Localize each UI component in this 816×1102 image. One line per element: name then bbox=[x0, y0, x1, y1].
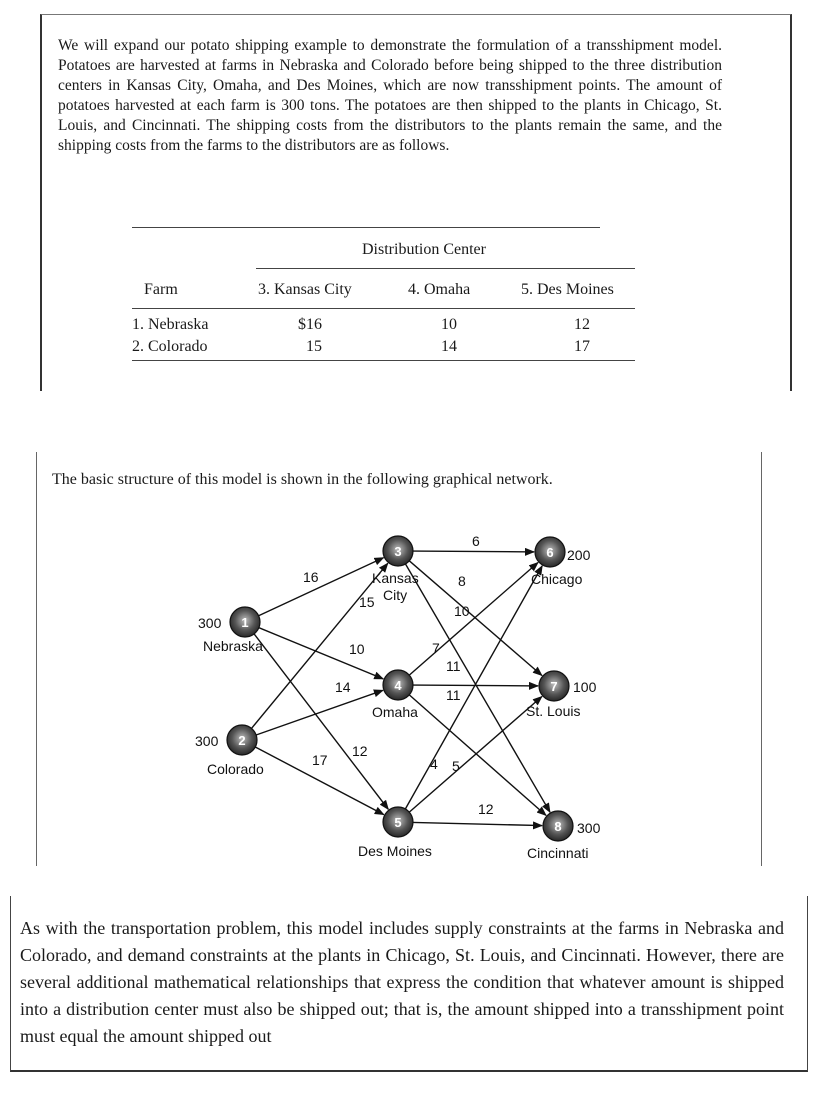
node-st-louis-amount: 100 bbox=[573, 679, 597, 695]
edge-colorado-to-des-moines-cost-label: 17 bbox=[312, 752, 328, 768]
edge-nebraska-to-des-moines-cost-label: 12 bbox=[352, 743, 368, 759]
node-colorado-number: 2 bbox=[238, 733, 246, 748]
table-cell-colorado-kansas-city: 15 bbox=[306, 338, 322, 355]
node-st-louis-label: St. Louis bbox=[526, 703, 581, 719]
edge-colorado-to-omaha-cost-label: 14 bbox=[335, 679, 351, 695]
edge-nebraska-to-kansas-city-cost-label: 16 bbox=[303, 569, 319, 585]
table-cell-nebraska-kansas-city: $16 bbox=[298, 316, 322, 333]
edge-omaha-to-st-louis-cost-label: 11 bbox=[446, 658, 461, 674]
edge-kansas-city-to-cincinnati bbox=[406, 564, 551, 812]
node-cincinnati-label: Cincinnati bbox=[527, 845, 589, 861]
edge-omaha-to-chicago-cost-label: 7 bbox=[432, 640, 440, 656]
edge-kansas-city-to-cincinnati-cost-label: 10 bbox=[454, 603, 470, 619]
intro-paragraph: We will expand our potato shipping example to demonstrate the formulation of a transshipment model. Potatoes are harvested at farms in Nebraska and Colorado before being shipped to the three distribution centers in Kansas City, Omaha, and Des Moines, which are now transshipment points. The amount of potatoes harvested at each farm is 300 tons. The potatoes are then shipped to the plants in Chicago, St. Louis, and Cincinnati. The shipping costs from the distributors to the plants remain the same, and the shipping costs from the farms to the distributors are as follows. bbox=[58, 37, 722, 154]
node-st-louis-number: 7 bbox=[550, 679, 558, 694]
table-cell-colorado-des-moines: 17 bbox=[574, 338, 590, 355]
node-nebraska-amount: 300 bbox=[198, 615, 222, 631]
node-chicago-amount: 200 bbox=[567, 547, 591, 563]
node-omaha-number: 4 bbox=[394, 678, 402, 693]
node-nebraska-number: 1 bbox=[241, 615, 249, 630]
node-kansas-city-label-line2: City bbox=[383, 587, 408, 603]
node-des-moines-number: 5 bbox=[394, 815, 402, 830]
edge-omaha-to-chicago bbox=[409, 563, 538, 676]
edge-kansas-city-to-chicago-cost-label: 6 bbox=[472, 533, 480, 549]
table-row-farm-colorado: 2. Colorado bbox=[132, 338, 208, 355]
table-col-header-omaha: 4. Omaha bbox=[408, 281, 471, 298]
node-chicago-label: Chicago bbox=[531, 571, 583, 587]
table-row-header: Farm bbox=[144, 281, 178, 298]
table-col-header-kansas-city: 3. Kansas City bbox=[258, 281, 352, 298]
table-col-header-des-moines: 5. Des Moines bbox=[521, 281, 614, 298]
node-nebraska-label: Nebraska bbox=[203, 638, 263, 654]
edge-des-moines-to-chicago bbox=[405, 566, 542, 809]
edge-des-moines-to-st-louis-cost-label: 5 bbox=[452, 758, 460, 774]
edge-kansas-city-to-st-louis-cost-label: 8 bbox=[458, 573, 466, 589]
node-kansas-city-number: 3 bbox=[394, 544, 402, 559]
node-colorado-amount: 300 bbox=[195, 733, 219, 749]
table-group-header: Distribution Center bbox=[362, 241, 486, 258]
edge-nebraska-to-des-moines bbox=[254, 634, 388, 809]
edge-colorado-to-kansas-city-cost-label: 15 bbox=[359, 594, 375, 610]
edge-des-moines-to-chicago-cost-label: 4 bbox=[430, 756, 438, 772]
edge-nebraska-to-omaha-cost-label: 10 bbox=[349, 641, 365, 657]
node-cincinnati-amount: 300 bbox=[577, 820, 601, 836]
network-intro-paragraph: The basic structure of this model is shown in the following graphical network. bbox=[52, 471, 553, 488]
edge-des-moines-to-cincinnati bbox=[413, 822, 542, 825]
edge-omaha-to-cincinnati-cost-label: 11 bbox=[446, 687, 461, 703]
table-cell-nebraska-omaha: 10 bbox=[441, 316, 457, 333]
model-paragraph: As with the transportation problem, this model includes supply constraints at the farms in Nebraska and Colorado, and demand constraints at the plants in Chicago, St. Louis, and Cincinnati. However, there are several additional mathematical relationships that express the condition that whatever amount is shipped into a distribution center must also be shipped out; that is, the amount shipped into a transshipment point must equal the amount shipped out bbox=[20, 918, 784, 1046]
node-colorado-label: Colorado bbox=[207, 761, 264, 777]
edge-colorado-to-omaha bbox=[256, 690, 383, 735]
node-chicago-number: 6 bbox=[546, 545, 554, 560]
edge-kansas-city-to-chicago bbox=[413, 551, 534, 552]
node-kansas-city-label-line1: Kansas bbox=[372, 570, 419, 586]
table-cell-nebraska-des-moines: 12 bbox=[574, 316, 590, 333]
edge-des-moines-to-cincinnati-cost-label: 12 bbox=[478, 801, 494, 817]
table-cell-colorado-omaha: 14 bbox=[441, 338, 457, 355]
node-cincinnati-number: 8 bbox=[554, 819, 562, 834]
node-omaha-label: Omaha bbox=[372, 704, 418, 720]
node-des-moines-label: Des Moines bbox=[358, 843, 432, 859]
table-row-farm-nebraska: 1. Nebraska bbox=[132, 316, 209, 333]
